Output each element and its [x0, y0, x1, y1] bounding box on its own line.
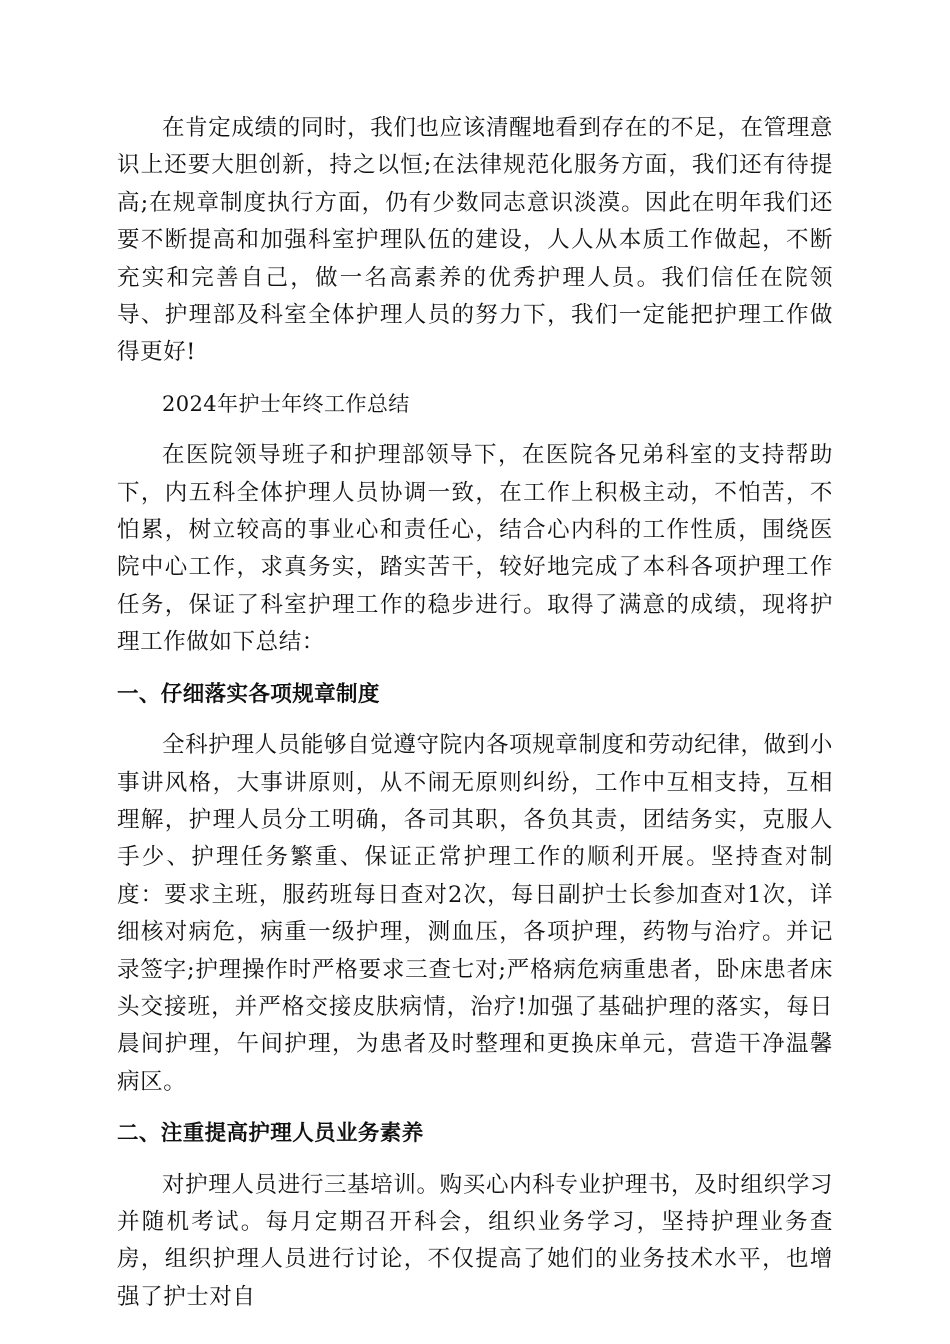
section-heading-regulations: 一、仔细落实各项规章制度 [117, 681, 380, 707]
document-subtitle: 2024年护士年终工作总结 [162, 391, 410, 416]
section-heading-professional-quality: 二、注重提高护理人员业务素养 [117, 1121, 424, 1147]
paragraph-introduction: 在医院领导班子和护理部领导下，在医院各兄弟科室的支持帮助下，内五科全体护理人员协调一致，在工作上积极主动，不怕苦，不怕累，树立较高的事业心和责任心，结合心内科的工作性质，围绕医院中心工作，求真务实，踏实苦干，较好地完成了本科各项护理工作任务，保证了科室护理工作的稳步进行。取得了满意的成绩，现将护理工作做如下总结： [117, 442, 833, 656]
document-page [117, 110, 833, 1316]
paragraph-training: 对护理人员进行三基培训。购买心内科专业护理书，及时组织学习并随机考试。每月定期召开科会，组织业务学习，坚持护理业务查房，组织护理人员进行讨论，不仅提高了她们的业务技术水平，也增强了护士对自 [117, 1171, 833, 1310]
paragraph-shortcomings: 在肯定成绩的同时，我们也应该清醒地看到存在的不足，在管理意识上还要大胆创新，持之以恒;在法律规范化服务方面，我们还有待提高;在规章制度执行方面，仍有少数同志意识淡漠。因此在明年我们还要不断提高和加强科室护理队伍的建设，人人从本质工作做起，不断充实和完善自己，做一名高素养的优秀护理人员。我们信任在院领导、护理部及科室全体护理人员的努力下，我们一定能把护理工作做得更好! [117, 115, 833, 366]
paragraph-regulations: 全科护理人员能够自觉遵守院内各项规章制度和劳动纪律，做到小事讲风格，大事讲原则，从不闹无原则纠纷，工作中互相支持，互相理解，护理人员分工明确，各司其职，各负其责，团结务实，克服人手少、护理任务繁重、保证正常护理工作的顺利开展。坚持查对制度：要求主班，服药班每日查对2次，每日副护士长参加查对1次，详细核对病危，病重一级护理，测血压，各项护理，药物与治疗。并记录签字;护理操作时严格要求三查七对;严格病危病重患者，卧床患者床头交接班，并严格交接皮肤病情，治疗!加强了基础护理的落实，每日晨间护理，午间护理，为患者及时整理和更换床单元，营造干净温馨病区。 [117, 732, 833, 1095]
